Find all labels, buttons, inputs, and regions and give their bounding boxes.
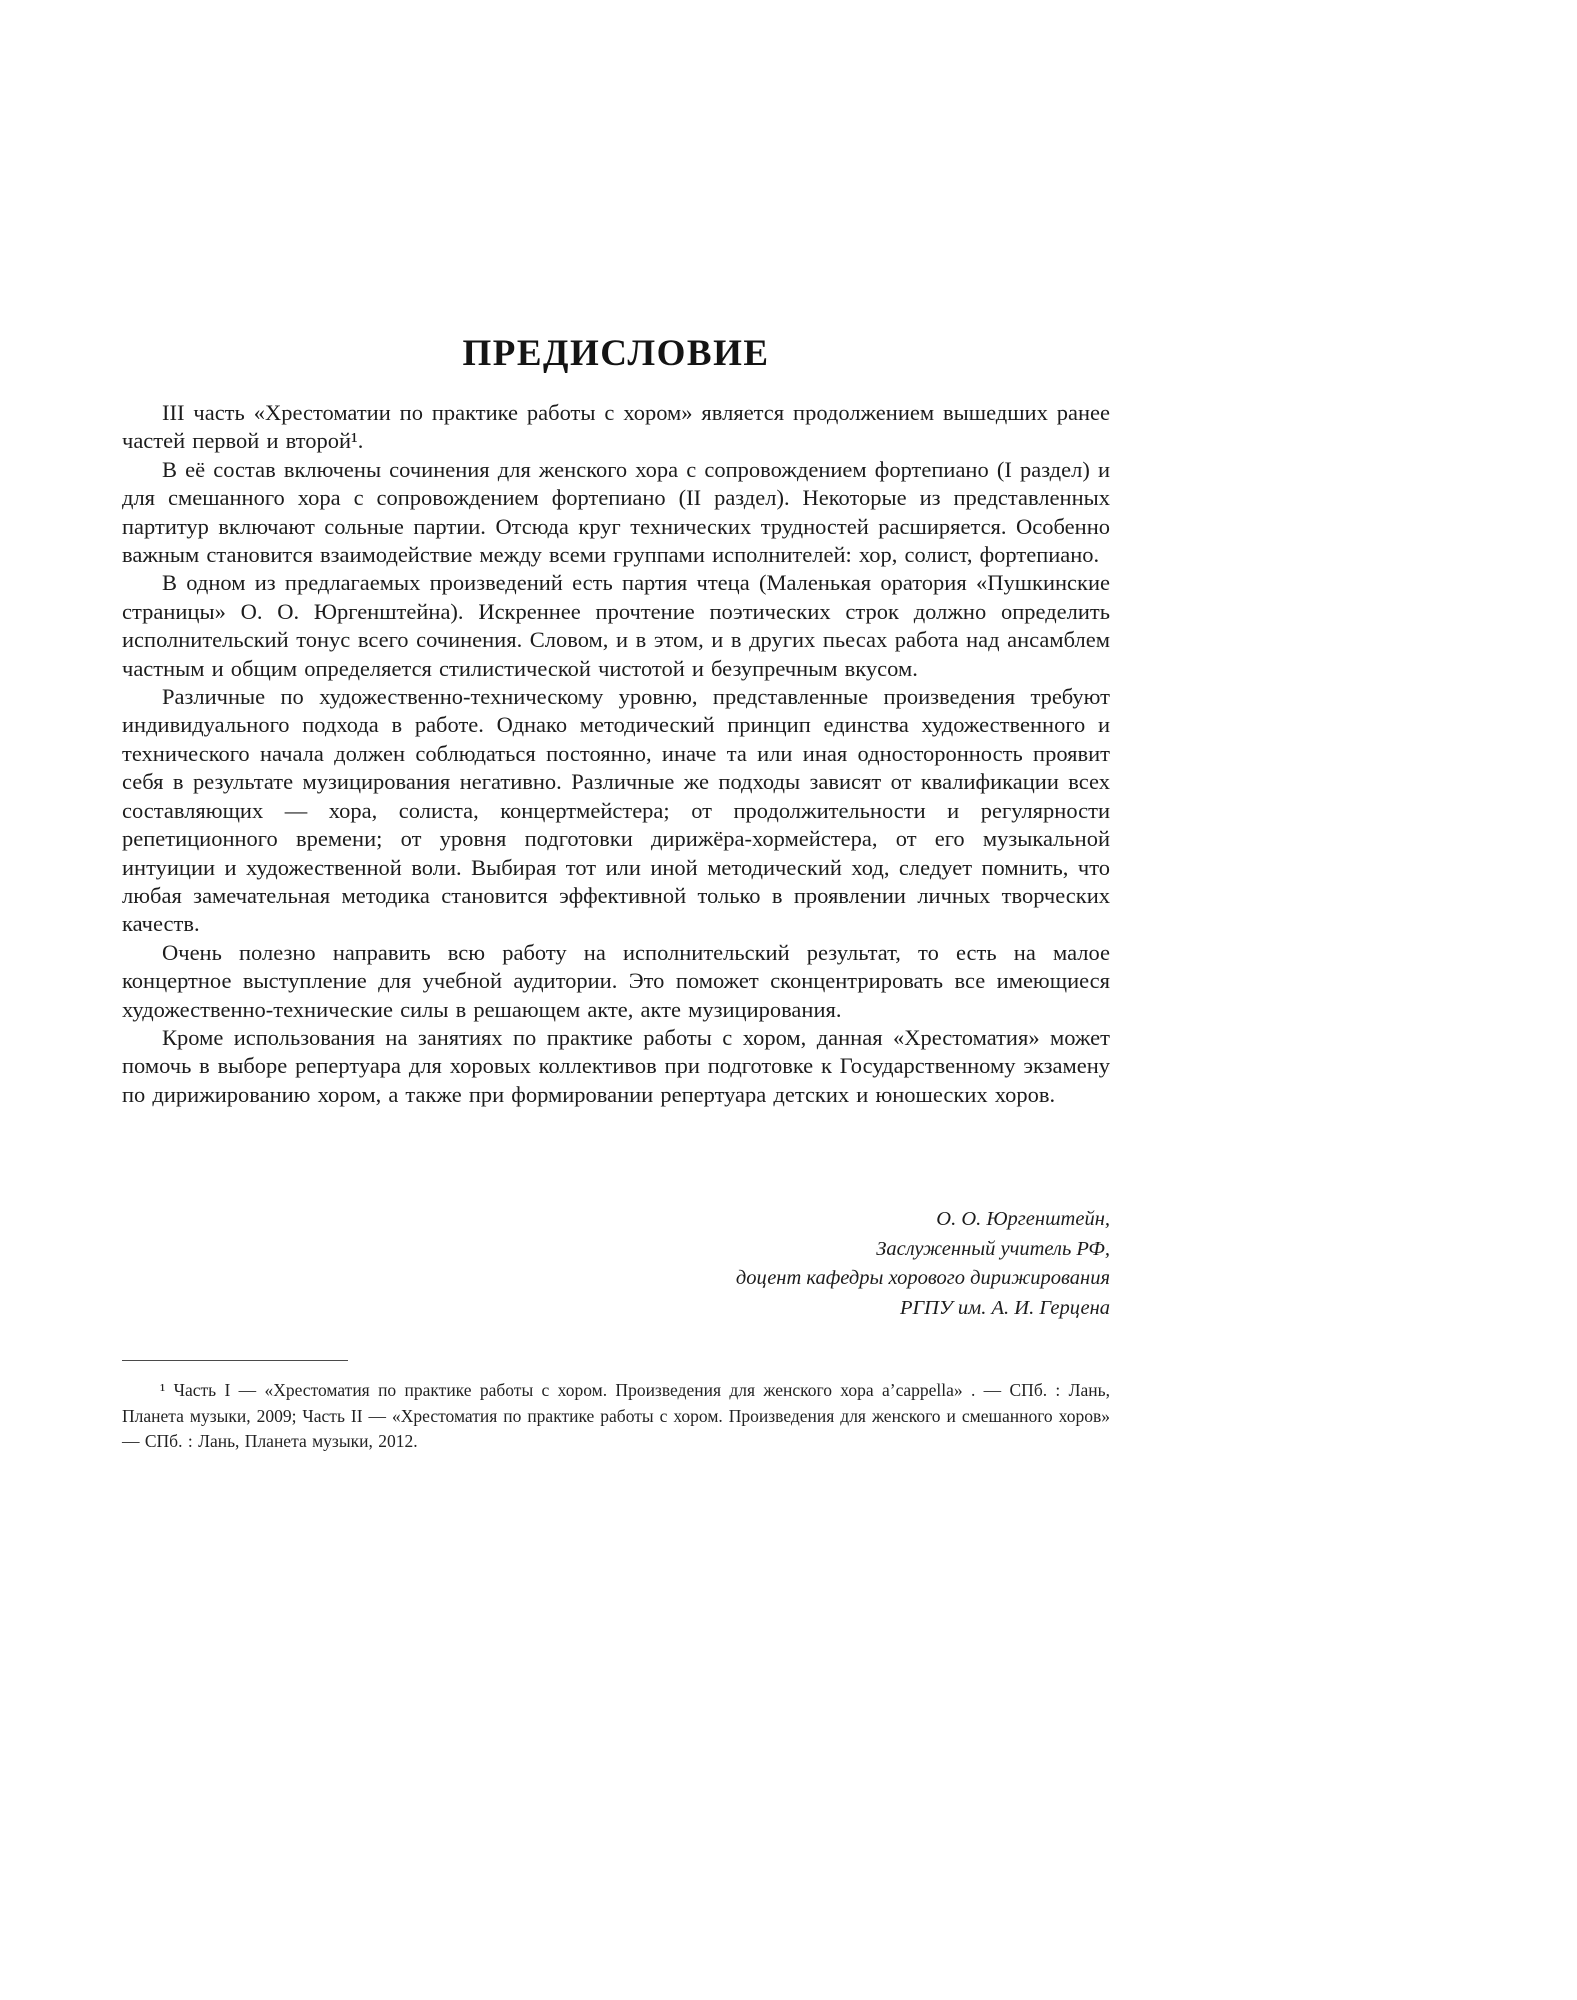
paragraph-5: Очень полезно направить всю работу на исполнительский результат, то есть на малое концертное выступление для учебной аудитории. Это поможет сконцентрировать все имеющиеся художественно-технические силы в решающем акте, акте музицирования.: [122, 939, 1110, 1022]
signature-line-university: РГПУ им. А. И. Герцена: [900, 1296, 1110, 1319]
signature-line-honor: Заслуженный учитель РФ,: [876, 1237, 1110, 1260]
footnote-area: [122, 1360, 1110, 1455]
paragraph-4: Различные по художественно-техническому уровню, представленные произведения требуют индивидуального подхода в работе. Однако методический принцип единства художественного и технического начала должен соблюдаться постоянно, иначе та или иная односторонность проявит себя в результате музицирования негативно. Различные же подходы зависят от квалификации всех составляющих — хора, солиста, концертмейстера; от продолжительности и регулярности репетиционного времени; от уровня подготовки дирижёра-хормейстера, от его музыкальной интуиции и художественной воли. Выбирая тот или иной методический ход, следует помнить, что любая замечательная методика становится эффективной только в проявлении личных творческих качеств.: [122, 684, 1110, 937]
paragraph-3: В одном из предлагаемых произведений есть партия чтеца (Маленькая оратория «Пушкинские страницы» О. О. Юргенштейна). Искреннее прочтение поэтических строк должно определить исполнительский тонус всего сочинения. Словом, и в этом, и в других пьесах работа над ансамблем частным и общим определяется стилистической чистотой и безупречным вкусом.: [122, 570, 1110, 681]
signature-line-author: О. О. Юргенштейн,: [936, 1208, 1110, 1230]
paragraph-2: В её состав включены сочинения для женского хора с сопровождением фортепиано (I раздел) и для смешанного хора с сопровождением фортепиано (II раздел). Некоторые из представленных партитур включают сольные партии. Отсюда круг технических трудностей расширяется. Особенно важным становится взаимодействие между всеми группами исполнителей: хор, солист, фортепиано.: [122, 456, 1110, 568]
preface-body: [122, 399, 1110, 1109]
paragraph-6: Кроме использования на занятиях по практике работы с хором, данная «Хрестоматия» может помочь в выборе репертуара для хоровых коллективов при подготовке к Государственному экзамену по дирижированию хором, а также при формировании репертуара детских и юношеских хоров.: [122, 1024, 1110, 1107]
footnote-text: ¹ Часть I — «Хрестоматия по практике работы с хором. Произведения для женского хора a’cappella» . — СПб. : Лань, Планета музыки, 2009; Часть II — «Хрестоматия по практике работы с хором. Произведения для женского и смешанного хоров» — СПб. : Лань, Планета музыки, 2012.: [122, 1380, 1110, 1451]
page-title: ПРЕДИСЛОВИЕ: [462, 333, 770, 374]
signature-block: [122, 1205, 1110, 1323]
book-page: [122, 0, 1110, 2000]
signature-line-position: доцент кафедры хорового дирижирования: [735, 1267, 1110, 1289]
footnote-divider: [122, 1360, 348, 1361]
paragraph-1: III часть «Хрестоматии по практике работы с хором» является продолжением вышедших ранее частей первой и второй¹.: [122, 400, 1110, 454]
